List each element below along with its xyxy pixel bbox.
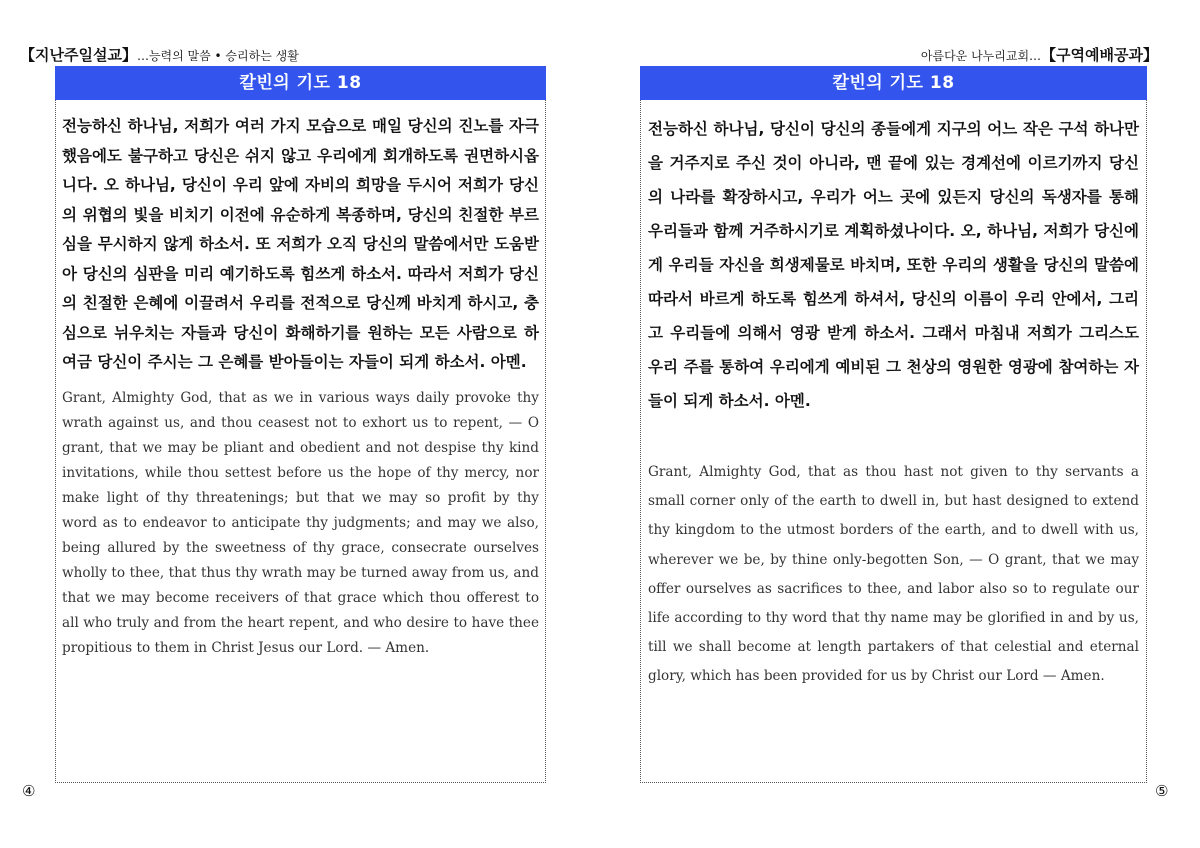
header-right-label: 【구역예배공과】 xyxy=(1041,46,1158,64)
left-page-english-prayer: Grant, Almighty God, that as we in various ways daily provoke thy wrath against us, and thou ceasest not to exhort us to repent, — O grant, that we may be pliant and obedient and not despise thy kind invitations, while thou settest before us the hope of thy mercy, nor make light of thy threatenings; but that we may so profit by thy word as to endeavor to anticipate thy judgments; and may we also, being allured by the sweetness of thy grace, consecrate ourselves wholly to thee, that thus thy wrath may be turned away from us, and that we may become receivers of that grace which thou offerest to all who truly and from the heart repent, and who desire to have thee propitious to them in Christ Jesus our Lord. — Amen. xyxy=(62,389,539,656)
right-page-content-box xyxy=(640,100,1147,783)
header-left-label: 【지난주일설교】 xyxy=(20,46,137,64)
header-right xyxy=(921,46,1158,65)
left-page-content-box xyxy=(55,100,546,783)
header-left xyxy=(20,46,299,65)
right-page-title: 칼빈의 기도 18 xyxy=(640,66,1147,100)
left-page-korean-prayer: 전능하신 하나님, 저희가 여러 가지 모습으로 매일 당신의 진노를 자극했음에도 불구하고 당신은 쉬지 않고 우리에게 회개하도록 권면하시옵니다. 오 하나님, 당신이 우리 앞에 자비의 희망을 두시어 저희가 당신의 위협의 빛을 비치기 이전에 유순하게 복종하며, 당신의 친절한 부르심을 무시하지 않게 하소서. 또 저희가 오직 당신의 말씀에서만 도움받아 당신의 심판을 미리 예기하도록 힘쓰게 하소서. 따라서 저희가 당신의 친절한 은혜에 이끌려서 우리를 전적으로 당신께 바치게 하시고, 충심으로 뉘우치는 자들과 당신이 화해하기를 원하는 모든 사람으로 하여금 당신이 주시는 그 은혜를 받아들이는 자들이 되게 하소서. 아멘. xyxy=(62,117,539,371)
header-right-text: 아름다운 나누리교회… xyxy=(920,49,1042,63)
right-page-number: ⑤ xyxy=(1155,782,1169,800)
header-left-text: …능력의 말씀 • 승리하는 생활 xyxy=(136,49,299,63)
left-page-title: 칼빈의 기도 18 xyxy=(55,66,546,100)
left-page-number: ④ xyxy=(22,782,36,800)
right-page-panel xyxy=(640,66,1147,783)
right-page-english-prayer: Grant, Almighty God, that as thou hast not given to thy servants a small corner only of the earth to dwell in, but hast designed to extend thy kingdom to the utmost borders of the earth, and to dwell with us, wherever we be, by thine only-begotten Son, — O grant, that we may offer ourselves as sacrifices to thee, and labor also so to regulate our life according to thy word that thy name may be glorified in and by us, till we shall become at length partakers of that celestial and eternal glory, which has been provided for us by Christ our Lord — Amen. xyxy=(648,464,1139,685)
right-page-korean-prayer: 전능하신 하나님, 당신이 당신의 종들에게 지구의 어느 작은 구석 하나만을 거주지로 주신 것이 아니라, 맨 끝에 있는 경계선에 이르기까지 당신의 나라를 확장하시고, 우리가 어느 곳에 있든지 당신의 독생자를 통해 우리들과 함께 거주하시기로 계획하셨나이다. 오, 하나님, 저희가 당신에게 우리들 자신을 희생제물로 바치며, 또한 우리의 생활을 당신의 말씀에 따라서 바르게 하도록 힘쓰게 하셔서, 당신의 이름이 우리 안에서, 그리고 우리들에 의해서 영광 받게 하소서. 그래서 마침내 저희가 그리스도 우리 주를 통하여 우리에게 예비된 그 천상의 영원한 영광에 참여하는 자들이 되게 하소서. 아멘. xyxy=(648,120,1139,410)
left-page-panel xyxy=(55,66,546,783)
